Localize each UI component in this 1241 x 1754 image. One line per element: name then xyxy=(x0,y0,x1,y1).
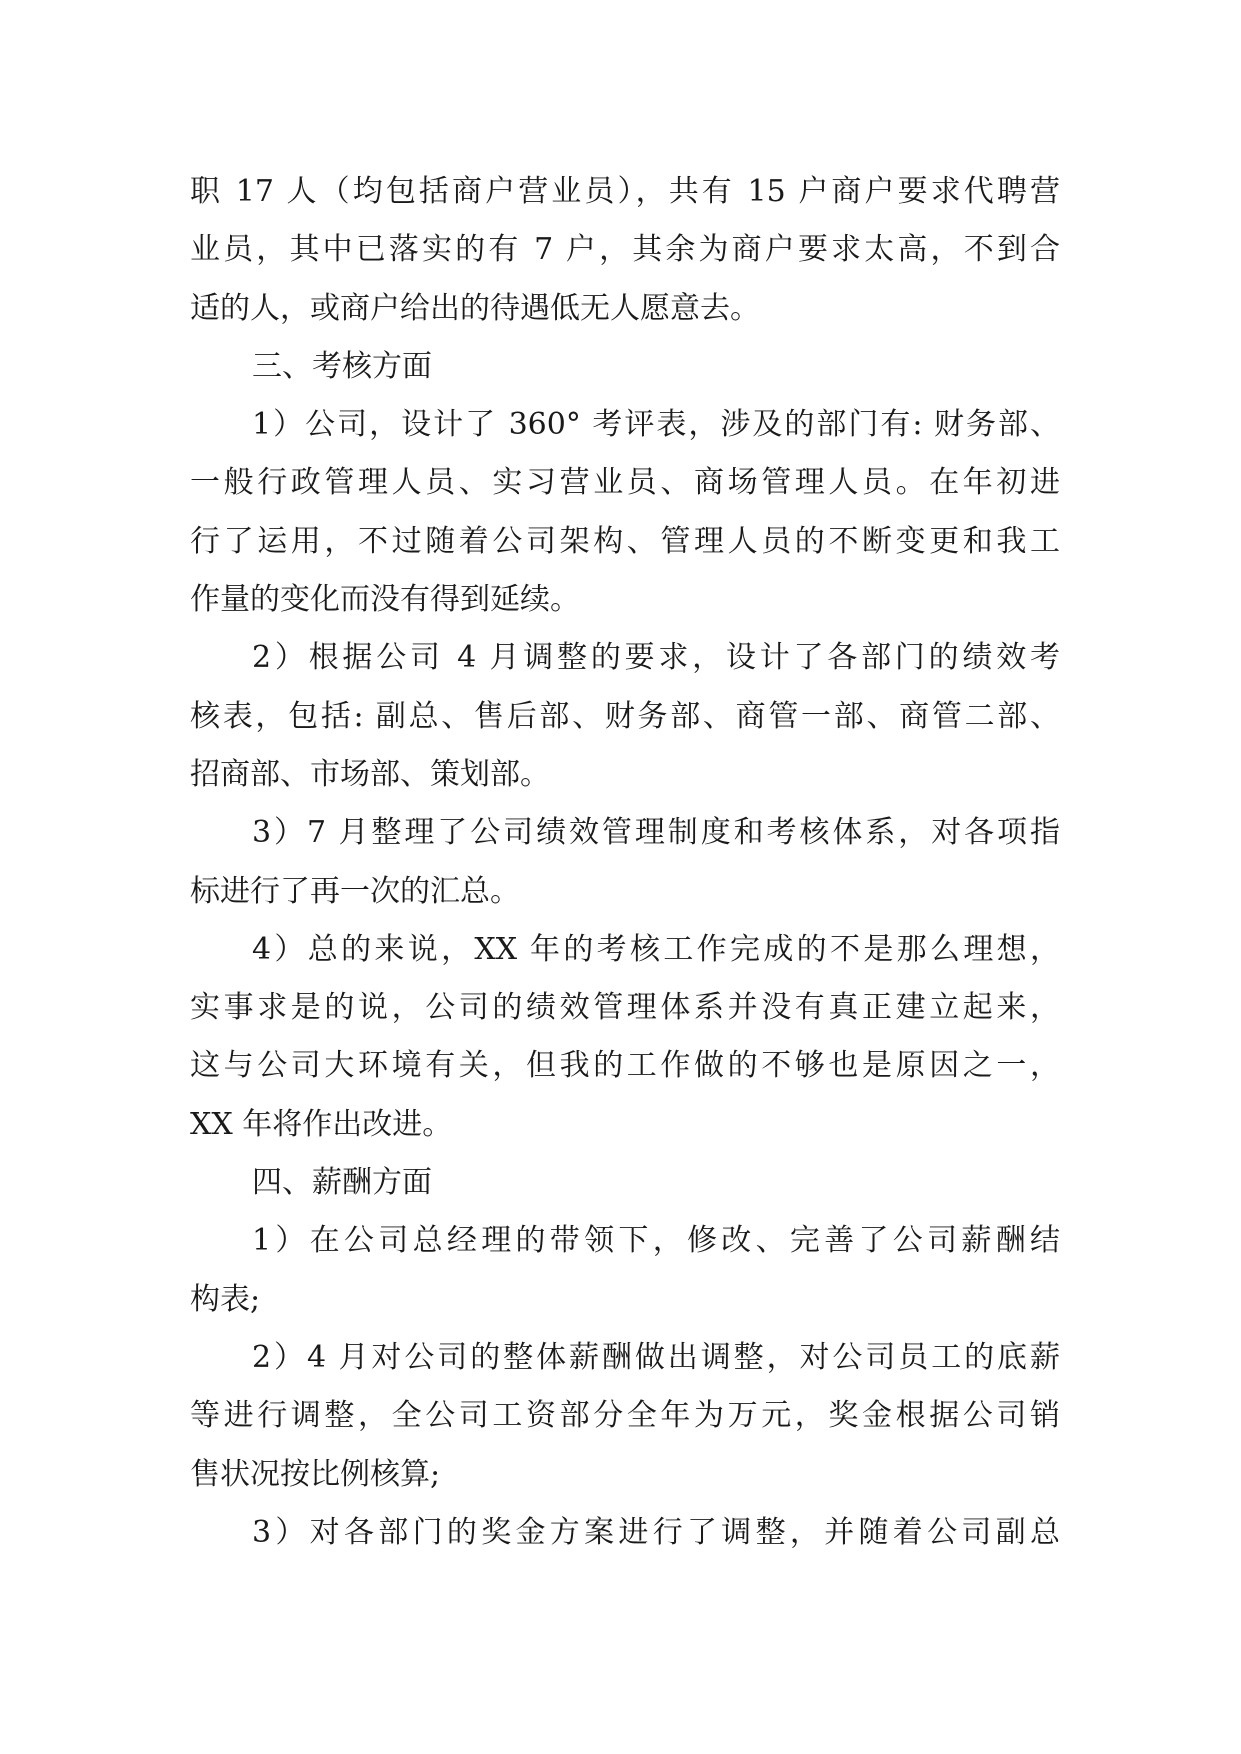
text-line: 等进行调整，全公司工资部分全年为万元，奖金根据公司销 xyxy=(190,1398,1060,1434)
text-line: 招商部、市场部、策划部。 xyxy=(190,756,550,792)
text-line: 3）对各部门的奖金方案进行了调整，并随着公司副总 xyxy=(252,1514,1060,1550)
text-line: 构表; xyxy=(190,1281,261,1317)
text-line: 这与公司大环境有关，但我的工作做的不够也是原因之一， xyxy=(190,1048,1060,1084)
text-line: 三、考核方面 xyxy=(252,348,432,384)
text-line: 4）总的来说，XX 年的考核工作完成的不是那么理想， xyxy=(252,931,1060,967)
text-line: 业员，其中已落实的有 7 户，其余为商户要求太高，不到合 xyxy=(190,232,1060,268)
text-line: 职 17 人（均包括商户营业员），共有 15 户商户要求代聘营 xyxy=(190,174,1060,209)
text-line: 1）在公司总经理的带领下，修改、完善了公司薪酬结 xyxy=(252,1223,1060,1259)
text-line: 一般行政管理人员、实习营业员、商场管理人员。在年初进 xyxy=(190,465,1060,501)
text-line: 实事求是的说，公司的绩效管理体系并没有真正建立起来， xyxy=(190,990,1060,1026)
text-line: 2）4 月对公司的整体薪酬做出调整，对公司员工的底薪 xyxy=(252,1339,1060,1375)
document-body xyxy=(190,163,1060,1562)
text-line: 核表，包括: 副总、售后部、财务部、商管一部、商管二部、 xyxy=(190,698,1060,734)
text-line: 作量的变化而没有得到延续。 xyxy=(190,582,580,618)
text-line: 四、薪酬方面 xyxy=(252,1165,432,1201)
text-line: 标进行了再一次的汇总。 xyxy=(190,873,520,909)
text-line: 行了运用，不过随着公司架构、管理人员的不断变更和我工 xyxy=(190,523,1060,559)
text-line: 1）公司，设计了 360° 考评表，涉及的部门有: 财务部、 xyxy=(252,407,1060,443)
text-line: XX 年将作出改进。 xyxy=(190,1106,453,1142)
text-line: 售状况按比例核算; xyxy=(190,1456,441,1492)
text-line: 3）7 月整理了公司绩效管理制度和考核体系，对各项指 xyxy=(252,815,1060,851)
text-line: 2）根据公司 4 月调整的要求，设计了各部门的绩效考 xyxy=(252,640,1060,676)
text-line: 适的人，或商户给出的待遇低无人愿意去。 xyxy=(190,290,760,326)
